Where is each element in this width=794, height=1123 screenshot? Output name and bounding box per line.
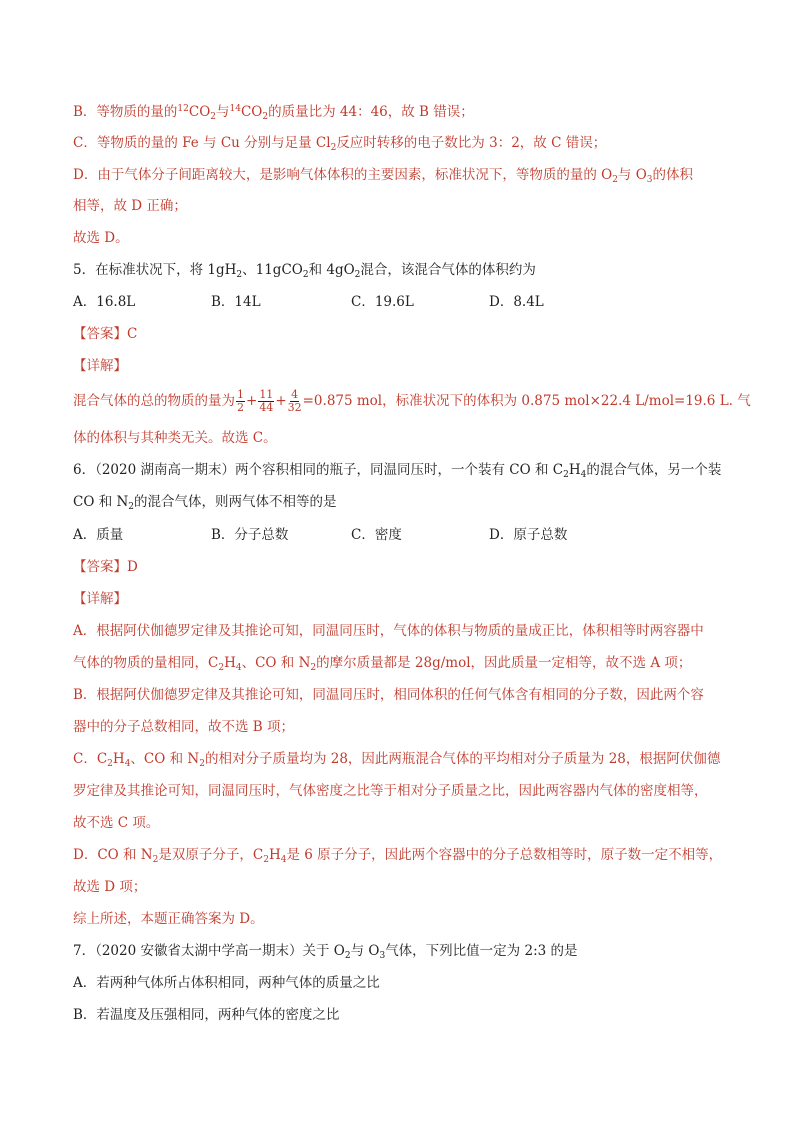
q6-explanation-b-line2: 器中的分子总数相同，故不选 B 项； xyxy=(73,719,295,735)
fraction-1-2: $\frac{1}{2}$ xyxy=(237,388,244,414)
q6-summary: 综上所述，本题正确答案为 D。 xyxy=(73,911,264,927)
q4-option-b-explanation: B．等物质的量的$^{12}CO_2$与$^{14}CO_2$的质量比为 44：46，故 B 错误； xyxy=(73,104,474,122)
q6-explanation-c-line2: 罗定律及其推论可知，同温同压时，气体密度之比等于相对分子质量之比，因此两容器内气体的密度相等， xyxy=(73,783,708,799)
q6-stem-line1: 6．（2020 湖南高一期末）两个容积相同的瓶子，同温同压时，一个装有 CO 和 $C_2H_4$的混合气体，另一个装 xyxy=(73,462,722,480)
q5-explanation-line2: 体的体积与其种类无关。故选 C。 xyxy=(73,430,277,446)
q6-explanation-d-line1: D．CO 和 $N_2$是双原子分子，$C_2H_4$是 6 原子分子，因此两个容器中的分子总数相等时，原子数一定不相等， xyxy=(73,847,723,865)
q5-stem: 5．在标准状况下，将 $1gH_2$、11gCO$_2$和 $4gO_2$混合，该混合气体的体积约为 xyxy=(73,262,536,280)
q6-explanation-c-line1: C．$C_2H_4$、CO 和 $N_2$的相对分子质量均为 28，因此两瓶混合气体的平均相对分子质量为 28，根据阿伏伽德 xyxy=(73,751,721,769)
q4-option-d-explanation-cont: 相等，故 D 正确； xyxy=(73,198,187,214)
q5-option-c: C．19.6L xyxy=(351,294,414,310)
q6-answer: 【答案】D xyxy=(73,559,138,575)
q6-explanation-a-line2: 气体的物质的量相同，$C_2H_4$、CO 和 $N_2$的摩尔质量都是 28g/mol，因此质量一定相等，故不选 A 项； xyxy=(73,655,692,673)
q7-stem: 7．（2020 安徽省太湖中学高一期末）关于 $O_2$与 $O_3$气体，下列比值一定为 2:3 的是 xyxy=(73,943,578,961)
q6-detail-heading: 【详解】 xyxy=(73,591,127,607)
q6-option-c: C．密度 xyxy=(351,527,402,543)
q5-option-a: A．16.8L xyxy=(73,294,136,310)
fraction-4-32: $\frac{4}{32}$ xyxy=(287,388,302,414)
q5-option-d: D．8.4L xyxy=(489,294,544,310)
q6-explanation-c-line3: 故不选 C 项。 xyxy=(73,815,160,831)
q6-option-d: D．原子总数 xyxy=(489,527,568,543)
q7-option-a: A．若两种气体所占体积相同，两种气体的质量之比 xyxy=(73,975,380,991)
q4-option-d-explanation: D．由于气体分子间距离较大，是影响气体体积的主要因素，标准状况下，等物质的量的 $O_2$与 $O_3$的体积 xyxy=(73,167,694,185)
q6-explanation-b-line1: B．根据阿伏伽德罗定律及其推论可知，同温同压时，相同体积的任何气体含有相同的分子数，因此两个容 xyxy=(73,687,704,703)
q6-stem-line2: CO 和 $N_2$的混合气体，则两气体不相等的是 xyxy=(73,494,337,512)
q5-options xyxy=(73,293,544,311)
q5-detail-heading: 【详解】 xyxy=(73,358,127,374)
q5-explanation-line1: 混合气体的总的物质的量为 $\frac{1}{2}$ + $\frac{11}{44}$ + $\frac{4}{32}$ =0.875 mol，标准状况下的体积为 0.875 mol×22.4 L/mol=19.6 L. 气 xyxy=(73,388,751,414)
q6-options xyxy=(73,526,567,544)
q5-option-b: B．14L xyxy=(211,294,261,310)
q7-option-b: B．若温度及压强相同，两种气体的密度之比 xyxy=(73,1007,340,1023)
q4-option-c-explanation: C．等物质的量的 Fe 与 Cu 分别与足量 $Cl_2$反应时转移的电子数比为 3：2，故 C 错误； xyxy=(73,135,607,153)
q6-explanation-d-line2: 故选 D 项； xyxy=(73,879,147,895)
q5-answer: 【答案】C xyxy=(73,326,138,342)
q6-option-b: B．分子总数 xyxy=(211,527,289,543)
q6-option-a: A．质量 xyxy=(73,527,124,543)
q4-choice: 故选 D。 xyxy=(73,230,129,246)
q6-explanation-a-line1: A．根据阿伏伽德罗定律及其推论可知，同温同压时，气体的体积与物质的量成正比，体积相等时两容器中 xyxy=(73,623,704,639)
fraction-11-44: $\frac{11}{44}$ xyxy=(259,388,274,414)
